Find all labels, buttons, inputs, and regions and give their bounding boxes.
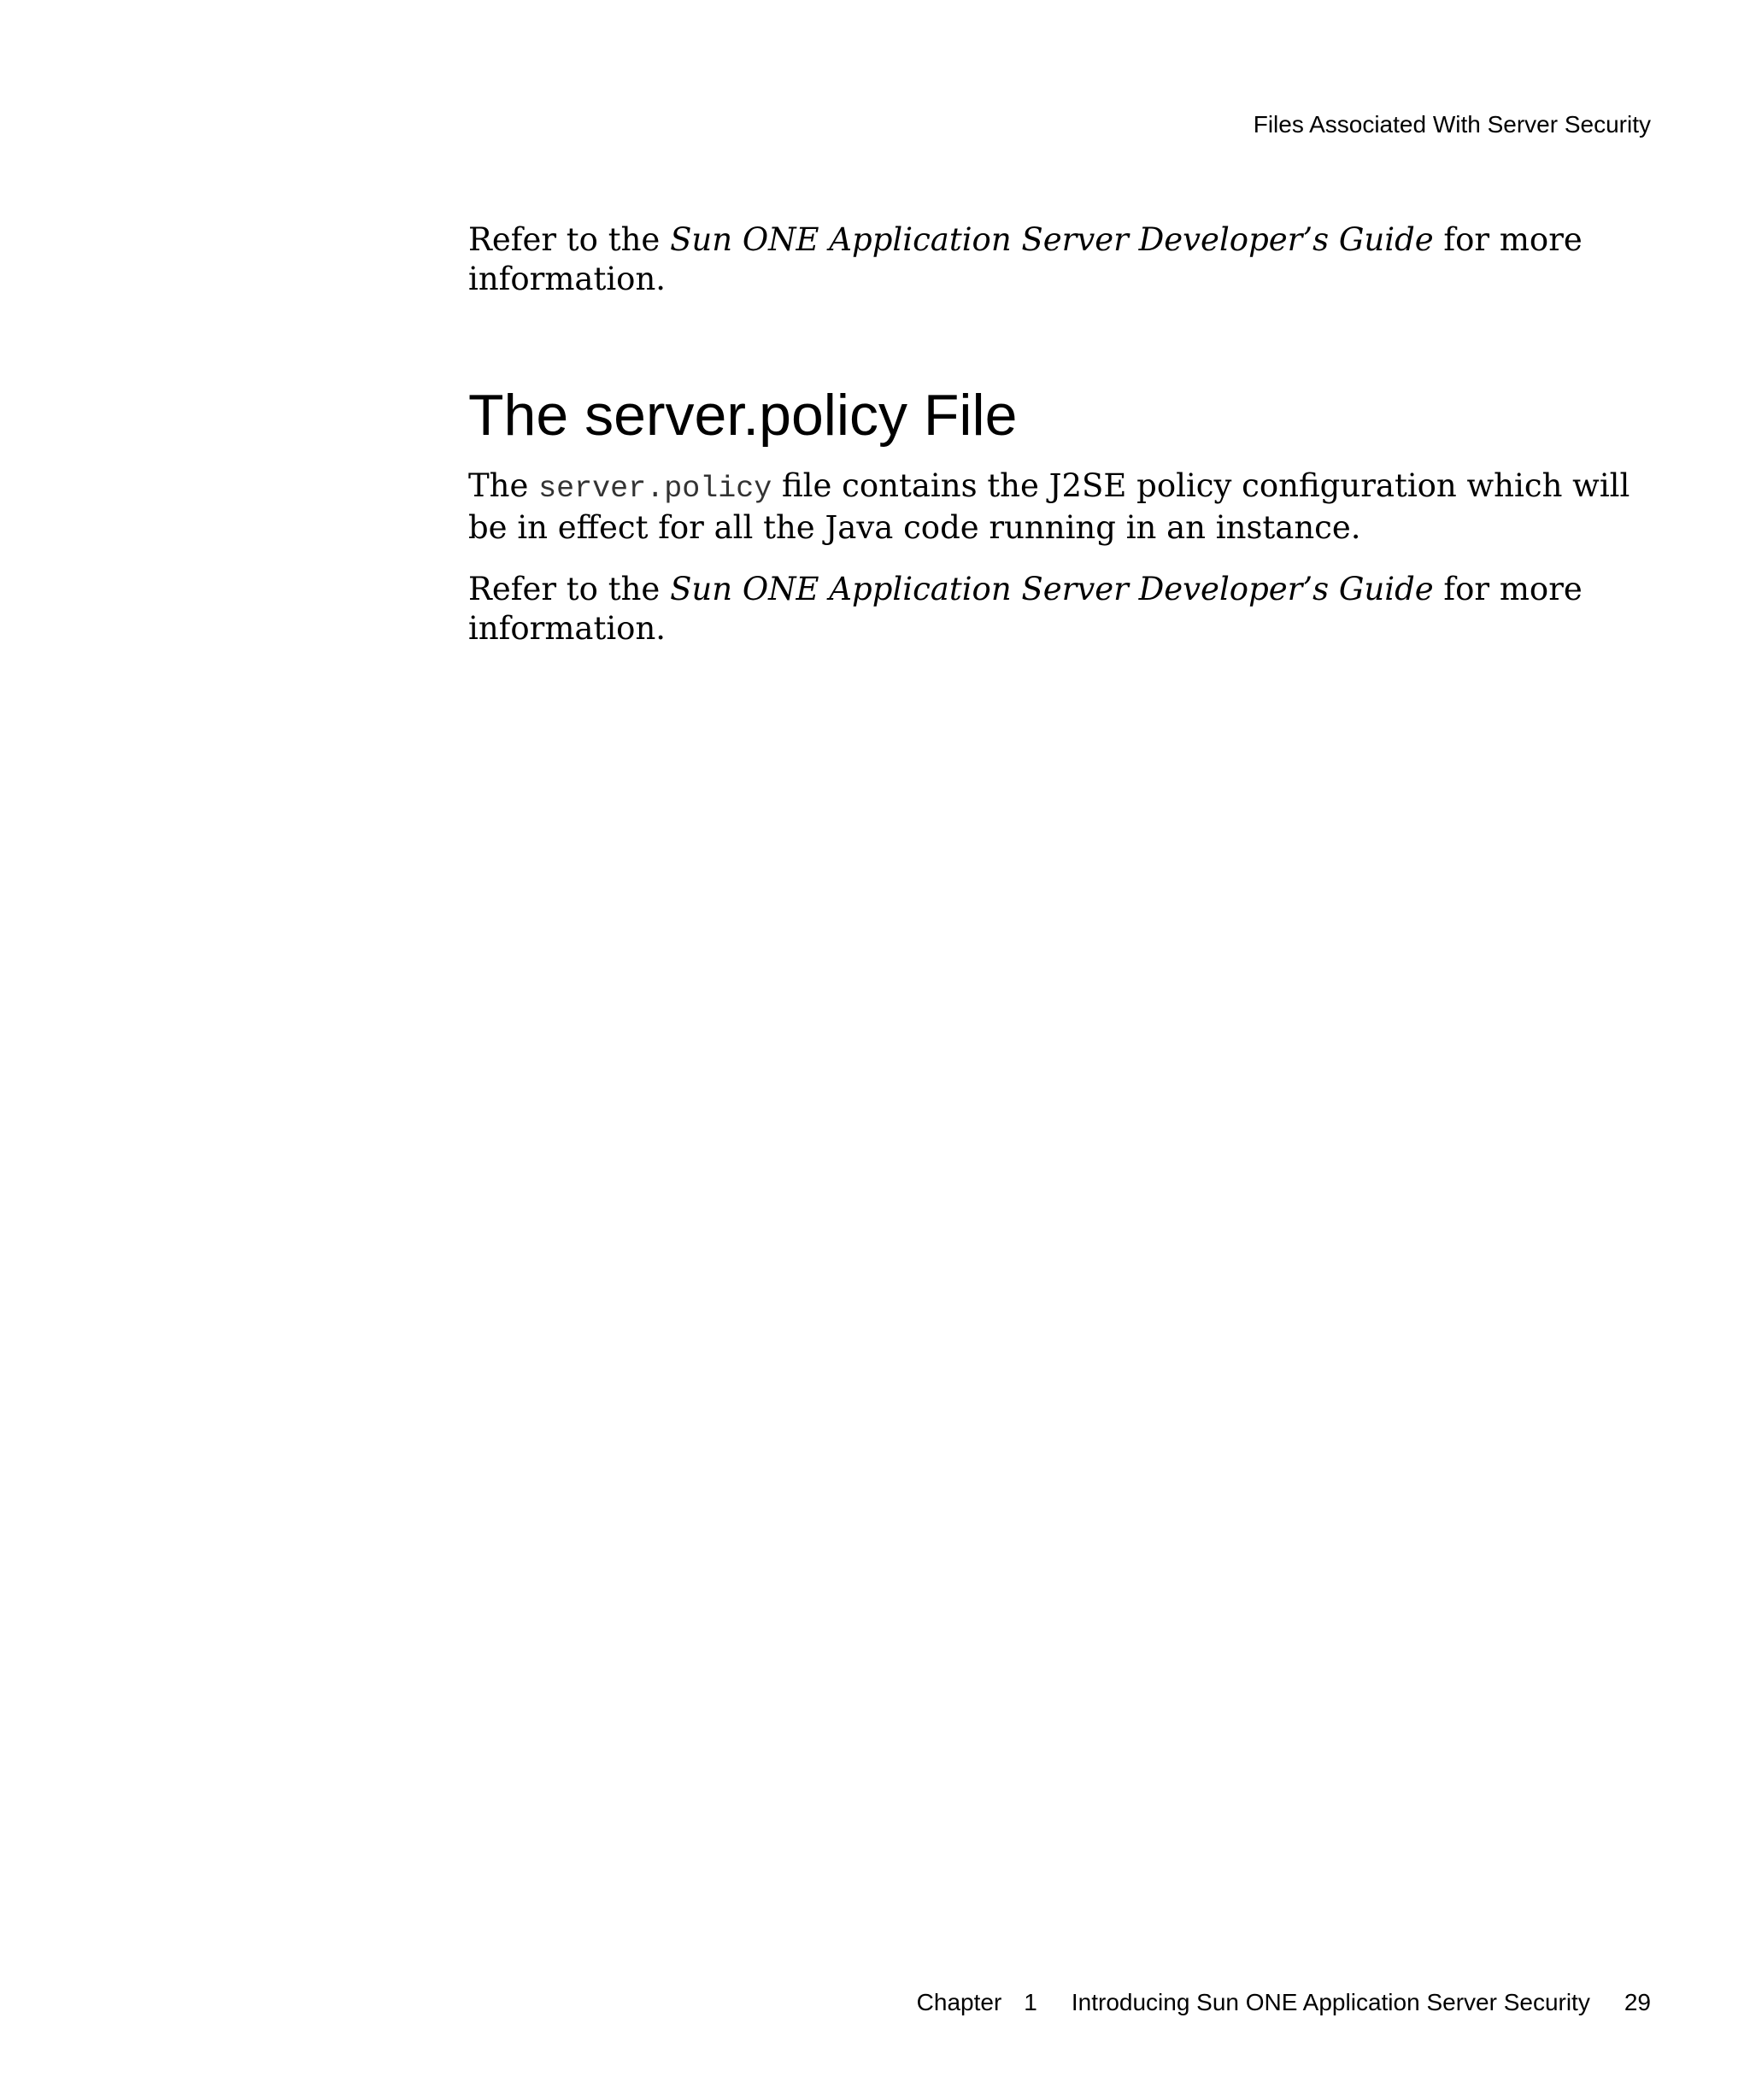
- policy-filename: server.policy: [538, 472, 772, 506]
- running-footer: [917, 1987, 1651, 2018]
- intro-book-title: Sun ONE Application Server Developer’s Guide: [670, 221, 1434, 258]
- reference-text-after: for more information.: [468, 571, 1583, 647]
- reference-paragraph: [468, 570, 1656, 648]
- reference-book-title: Sun ONE Application Server Developer’s Guide: [670, 571, 1434, 607]
- intro-text-before: Refer to the: [468, 221, 671, 258]
- footer-chapter-number: 1: [1024, 1989, 1037, 2015]
- intro-paragraph: [468, 220, 1656, 299]
- reference-text-before: Refer to the: [468, 571, 671, 607]
- page-content: [468, 220, 1656, 648]
- section-heading: The server.policy File: [468, 383, 1018, 448]
- footer-chapter-title: Introducing Sun ONE Application Server Security: [1071, 1989, 1590, 2015]
- intro-text-after: for more information.: [468, 221, 1583, 297]
- footer-page-number: 29: [1624, 1989, 1651, 2015]
- running-header: Files Associated With Server Security: [1253, 111, 1651, 138]
- policy-text-after: file contains the J2SE policy configuration which will be in effect for all the Java code running in an instance.: [468, 467, 1630, 546]
- policy-paragraph: [468, 466, 1656, 548]
- policy-text-before: The: [468, 467, 539, 504]
- footer-chapter-label: Chapter: [916, 1989, 1002, 2015]
